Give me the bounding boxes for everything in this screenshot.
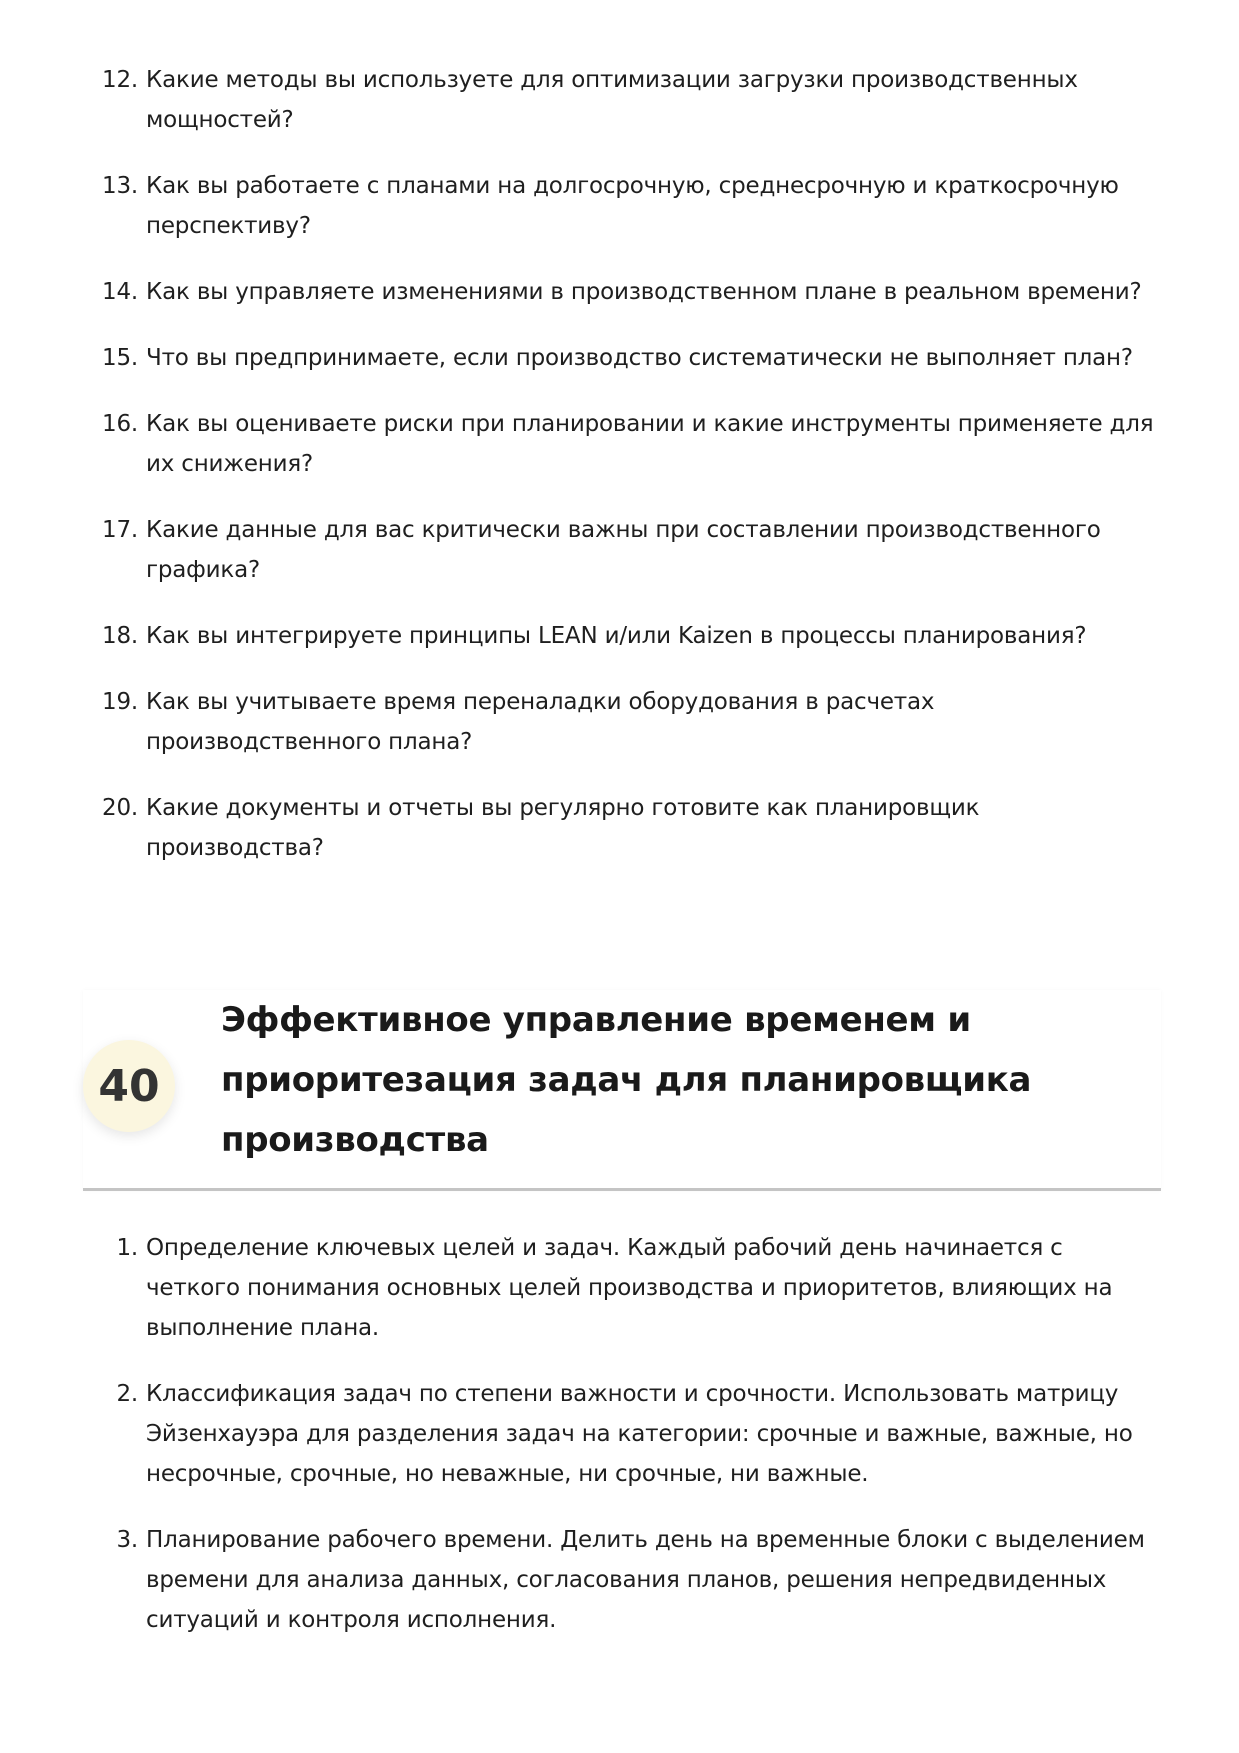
- item-text: Определение ключевых целей и задач. Каждый рабочий день начинается с четкого понимания основных целей производства и приоритетов, влияющих на выполнение плана.: [146, 1235, 1113, 1341]
- list-item: [0, 272, 1239, 312]
- section-title: Эффективное управление временем и приоритезация задач для планировщика производства: [221, 1000, 1032, 1160]
- list-item: [0, 1228, 1239, 1348]
- list-item: [0, 1520, 1239, 1640]
- item-number: 19.: [102, 689, 138, 715]
- item-text: Какие методы вы используете для оптимизации загрузки производственных мощностей?: [146, 67, 1078, 133]
- list-item: [0, 60, 1239, 140]
- list-item: [0, 788, 1239, 868]
- item-text: Что вы предпринимаете, если производство систематически не выполняет план?: [146, 345, 1133, 371]
- item-number: 16.: [102, 411, 138, 437]
- item-number: 20.: [102, 795, 138, 821]
- list-item: [0, 616, 1239, 656]
- list-item: [0, 1374, 1239, 1494]
- item-number: 13.: [102, 173, 138, 199]
- section-item-list: [0, 1228, 1239, 1666]
- item-text: Как вы работаете с планами на долгосрочную, среднесрочную и краткосрочную перспективу?: [146, 173, 1119, 239]
- list-item: [0, 510, 1239, 590]
- item-number: 2.: [116, 1381, 138, 1407]
- item-text: Как вы интегрируете принципы LEAN и/или Kaizen в процессы планирования?: [146, 623, 1087, 649]
- item-number: 12.: [102, 67, 138, 93]
- section-header: [83, 990, 1161, 1191]
- question-list: [0, 60, 1239, 894]
- item-number: 3.: [116, 1527, 138, 1553]
- list-item: [0, 404, 1239, 484]
- list-item: [0, 166, 1239, 246]
- item-number: 18.: [102, 623, 138, 649]
- list-item: [0, 682, 1239, 762]
- item-number: 15.: [102, 345, 138, 371]
- item-text: Какие данные для вас критически важны при составлении производственного графика?: [146, 517, 1101, 583]
- item-text: Как вы управляете изменениями в производственном плане в реальном времени?: [146, 279, 1142, 305]
- item-number: 17.: [102, 517, 138, 543]
- item-text: Как вы оцениваете риски при планировании и какие инструменты применяете для их снижения?: [146, 411, 1154, 477]
- item-text: Как вы учитываете время переналадки оборудования в расчетах производственного плана?: [146, 689, 935, 755]
- item-text: Планирование рабочего времени. Делить день на временные блоки с выделением времени для анализа данных, согласования планов, решения непредвиденных ситуаций и контроля исполнения.: [146, 1527, 1145, 1633]
- item-text: Классификация задач по степени важности и срочности. Использовать матрицу Эйзенхауэра для разделения задач на категории: срочные и важные, важные, но несрочные, срочные, но неважные, ни срочные, ни важные.: [146, 1381, 1133, 1487]
- item-text: Какие документы и отчеты вы регулярно готовите как планировщик производства?: [146, 795, 980, 861]
- item-number: 14.: [102, 279, 138, 305]
- list-item: [0, 338, 1239, 378]
- section-number-badge: 40: [83, 1040, 175, 1132]
- item-number: 1.: [116, 1235, 138, 1261]
